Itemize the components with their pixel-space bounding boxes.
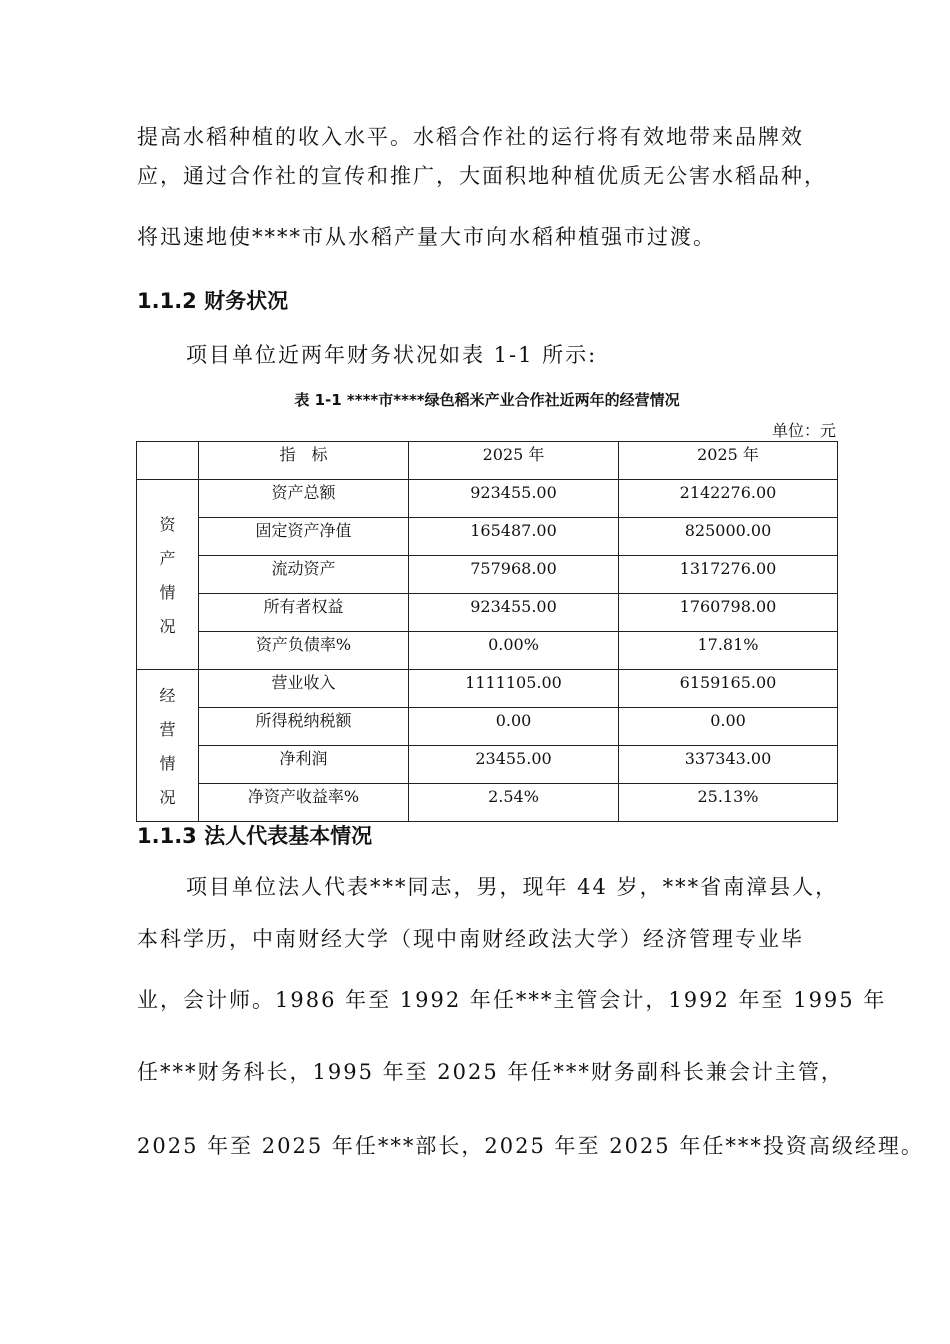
value-cell: 757968.00 xyxy=(409,556,619,594)
value-cell: 1111105.00 xyxy=(409,670,619,708)
value-cell: 0.00 xyxy=(619,708,838,746)
paragraph-line: 业，会计师。1986 年至 1992 年任***主管会计，1992 年至 1995 年 xyxy=(137,988,887,1012)
value-cell: 825000.00 xyxy=(619,518,838,556)
header-cell: 2025 年 xyxy=(619,442,838,480)
table-row xyxy=(137,556,838,594)
table-caption: 表 1-1 ****市****绿色稻米产业合作社近两年的经营情况 xyxy=(294,391,680,409)
value-cell: 17.81% xyxy=(619,632,838,670)
value-cell: 1317276.00 xyxy=(619,556,838,594)
table-row xyxy=(137,594,838,632)
indicator-cell: 净利润 xyxy=(199,746,409,784)
value-cell: 337343.00 xyxy=(619,746,838,784)
indicator-cell: 固定资产净值 xyxy=(199,518,409,556)
paragraph-line: 提高水稻种植的收入水平。水稻合作社的运行将有效地带来品牌效 xyxy=(137,125,804,149)
indicator-cell: 营业收入 xyxy=(199,670,409,708)
section-heading-1-1-2: 1.1.2 财务状况 xyxy=(137,289,289,313)
value-cell: 6159165.00 xyxy=(619,670,838,708)
table-row xyxy=(137,632,838,670)
paragraph-line: 将迅速地使****市从水稻产量大市向水稻种植强市过渡。 xyxy=(137,225,716,249)
paragraph-line: 项目单位法人代表***同志，男，现年 44 岁，***省南漳县人， xyxy=(186,875,839,899)
table-row xyxy=(137,670,838,708)
table-row xyxy=(137,746,838,784)
value-cell: 23455.00 xyxy=(409,746,619,784)
table-row xyxy=(137,480,838,518)
financial-table xyxy=(136,441,838,822)
table-header-row xyxy=(137,442,838,480)
header-cell: 指 标 xyxy=(199,442,409,480)
indicator-cell: 资产总额 xyxy=(199,480,409,518)
value-cell: 2142276.00 xyxy=(619,480,838,518)
header-blank xyxy=(137,442,199,480)
table-unit: 单位：元 xyxy=(771,421,836,440)
table-intro: 项目单位近两年财务状况如表 1-1 所示: xyxy=(186,343,598,367)
group-label: 经 营 情 况 xyxy=(137,670,199,822)
paragraph-line: 应，通过合作社的宣传和推广，大面积地种植优质无公害水稻品种， xyxy=(137,164,827,188)
value-cell: 25.13% xyxy=(619,784,838,822)
table-row xyxy=(137,518,838,556)
paragraph-line: 本科学历，中南财经大学（现中南财经政法大学）经济管理专业毕 xyxy=(137,927,804,951)
indicator-cell: 流动资产 xyxy=(199,556,409,594)
value-cell: 2.54% xyxy=(409,784,619,822)
indicator-cell: 净资产收益率% xyxy=(199,784,409,822)
value-cell: 923455.00 xyxy=(409,594,619,632)
value-cell: 923455.00 xyxy=(409,480,619,518)
indicator-cell: 所有者权益 xyxy=(199,594,409,632)
section-heading-1-1-3: 1.1.3 法人代表基本情况 xyxy=(137,824,373,848)
header-cell: 2025 年 xyxy=(409,442,619,480)
indicator-cell: 所得税纳税额 xyxy=(199,708,409,746)
value-cell: 165487.00 xyxy=(409,518,619,556)
paragraph-line: 任***财务科长，1995 年至 2025 年任***财务副科长兼会计主管， xyxy=(137,1060,844,1084)
indicator-cell: 资产负债率% xyxy=(199,632,409,670)
table-row xyxy=(137,784,838,822)
value-cell: 0.00 xyxy=(409,708,619,746)
paragraph-line: 2025 年至 2025 年任***部长，2025 年至 2025 年任***投资高级经理。 xyxy=(137,1134,924,1158)
value-cell: 0.00% xyxy=(409,632,619,670)
group-label: 资 产 情 况 xyxy=(137,480,199,670)
table-row xyxy=(137,708,838,746)
value-cell: 1760798.00 xyxy=(619,594,838,632)
